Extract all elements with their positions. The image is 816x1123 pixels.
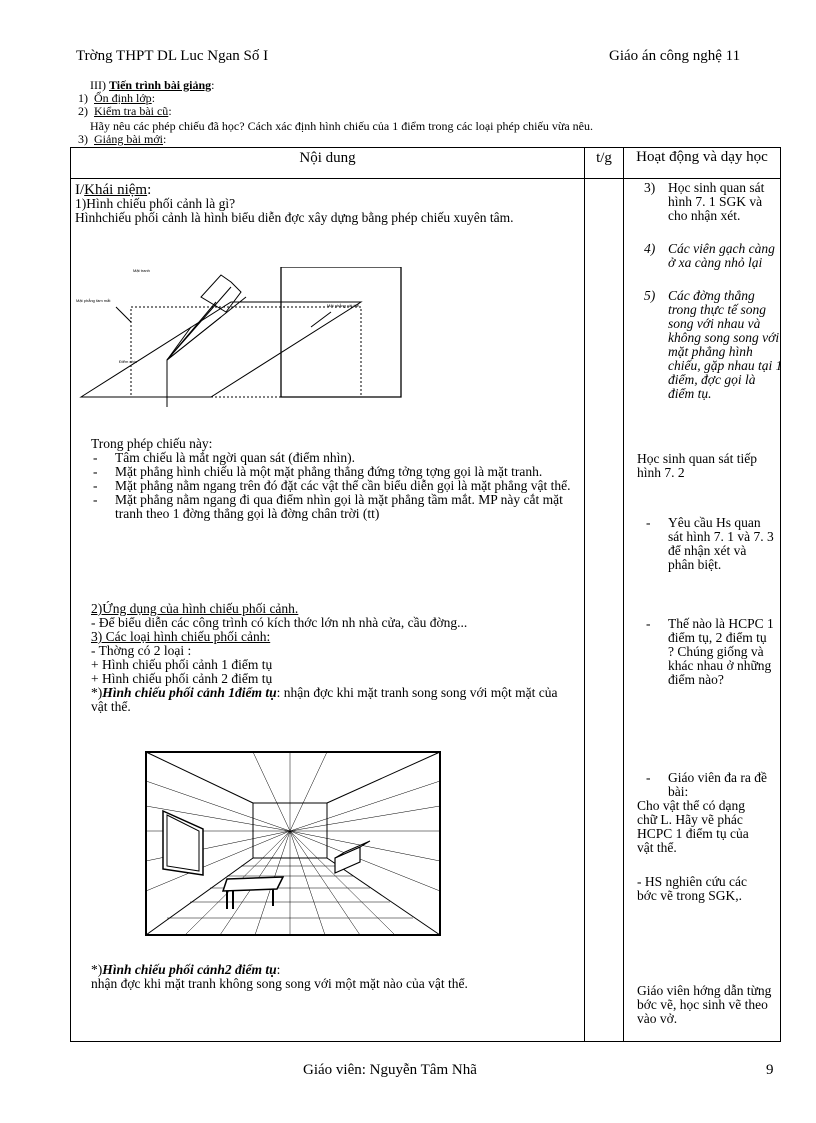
question-2: 2)Ứng dụng của hình chiếu phối cảnh. (91, 601, 299, 616)
room-edge (146, 752, 253, 803)
concept-colon: : (147, 182, 152, 198)
header-time: t/g (585, 148, 624, 179)
list-item: - Yêu cầu Hs quan sát hình 7. 1 và 7. 3 để nhận xét và phân biệt. (644, 516, 774, 572)
paragraph-prefix: *) (91, 685, 103, 700)
activity-observe: Học sinh quan sát tiếp hình 7. 2 (637, 451, 757, 480)
list-item: - Giáo viên đa ra đề bài: (644, 771, 774, 799)
object-shape (201, 275, 241, 312)
two-point-heading (91, 963, 577, 977)
label-picture-plane: Mặt tranh (133, 268, 150, 273)
eye-plane (131, 307, 361, 397)
projection-ray (167, 287, 231, 360)
activity-text: Học sinh quan sát hình 7. 1 SGK và cho nhận xét. (668, 180, 765, 223)
activity-question-c (644, 771, 774, 799)
one-point-perspective-figure (145, 751, 441, 936)
projection-properties (91, 437, 577, 521)
item-number: 5) (644, 288, 656, 303)
label-viewpoint: Điểm nhìn (119, 359, 138, 364)
lesson-table (70, 147, 781, 1042)
applications-text: - Để biểu diễn các công trình có kích thớc lớn nh nhà cửa, cầu đờng... (91, 615, 468, 630)
applications-section (91, 602, 571, 714)
item-number: 2) (78, 104, 88, 118)
section-number: III) (90, 78, 106, 92)
activity-text: Các viên gạch càng ở xa càng nhỏ lại (668, 241, 775, 270)
list-item: - Tâm chiếu là mắt ngời quan sát (điểm nhìn). (91, 451, 577, 465)
item-colon: : (151, 91, 156, 105)
label-pointer (116, 307, 131, 322)
activity-item-5 (644, 289, 784, 401)
activity-question-a (644, 516, 774, 572)
central-projection-figure (71, 267, 591, 437)
intro-item-2 (78, 105, 172, 118)
header-content: Nội dung (71, 148, 585, 179)
window (163, 811, 203, 875)
label-object-plane: Mặt phẳng vật thể (327, 303, 360, 308)
activity-text: Các đờng thẳng trong thực tế song song với nhau và không song song với mặt phẳng hình chiếu, gặp nhau tại 1 điểm, đợc gọi là điểm tụ. (668, 288, 783, 401)
one-point-title: Hình chiếu phối cảnh 1điểm tụ (102, 685, 277, 700)
item-colon: : (163, 132, 167, 146)
paragraph-prefix: *) (91, 962, 103, 977)
properties-intro: Trong phép chiếu này: (91, 436, 213, 451)
question-3: 3) Các loại hình chiếu phối cảnh: (91, 629, 271, 644)
item-label: Ổn định lớp (94, 91, 152, 105)
item-colon: : (168, 104, 172, 118)
properties-list (91, 451, 577, 521)
section-colon: : (211, 78, 215, 92)
label-pointer (311, 312, 331, 327)
section-title: Tiến trình bài giảng (108, 78, 212, 92)
question-1: 1)Hình chiếu phối cảnh là gì? (75, 196, 236, 211)
type-line: - Thờng có 2 loại : (91, 643, 192, 658)
school-name: Trờng THPT DL Luc Ngan Số I (76, 48, 269, 64)
intro-item-3 (78, 133, 166, 146)
header-activity: Hoạt động và dạy học (624, 148, 781, 179)
teacher-name: Giáo viên: Nguyễn Tâm Nhã (303, 1062, 477, 1078)
activity-guide: Giáo viên hớng dẫn từng bớc vẽ, học sinh vẽ theo vào vở. (637, 983, 772, 1026)
activity-task-2: - HS nghiên cứu các bớc vẽ trong SGK,. (637, 874, 748, 903)
table-top (223, 877, 283, 891)
item-number: 1) (78, 91, 88, 105)
concept-prefix: I/ (75, 182, 85, 198)
review-question: Hãy nêu các phép chiếu đã học? Cách xác định hình chiếu của 1 điểm trong các loại phép chiếu vừa nêu. (90, 119, 593, 133)
activity-cell (624, 179, 781, 1042)
activity-question-b (644, 617, 774, 687)
item-number: 4) (644, 241, 656, 256)
label-eye-plane: Mặt phẳng tầm mắt (76, 298, 111, 303)
concept-title: Khái niệm (84, 182, 148, 198)
page-number: 9 (766, 1062, 774, 1078)
activity-task: Cho vật thể có dạng chữ L. Hãy vẽ phác HCPC 1 điểm tụ của vật thể. (637, 798, 749, 855)
item-label: Kiểm tra bài cũ (94, 104, 169, 118)
picture-plane (281, 267, 401, 397)
list-item: - Thế nào là HCPC 1 điểm tụ, 2 điểm tụ ? Chúng giống và khác nhau ở những điểm nào? (644, 617, 774, 687)
document-title: Giáo án công nghệ 11 (609, 48, 741, 64)
projection-ray (167, 317, 221, 360)
one-point-text: : nhận đợc khi mặt tranh song song với một mặt của vật thể. (91, 685, 558, 714)
list-item: - Mặt phẳng hình chiếu là một mặt phẳng thẳng đứng tởng tợng gọi là mặt tranh. (91, 465, 577, 479)
activity-item-4 (644, 242, 784, 270)
list-item: - Mặt phẳng nằm ngang trên đó đặt các vật thể cần biểu diễn gọi là mặt phẳng vật thể. (91, 479, 577, 493)
list-item: - Mặt phẳng nằm ngang đi qua điểm nhìn gọi là mặt phẳng tầm mắt. MP này cắt mặt tranh theo 1 đờng thẳng gọi là đờng chân trời (tt) (91, 493, 577, 521)
table-body-row (71, 179, 781, 1042)
item-number: 3) (78, 132, 88, 146)
type-line: + Hình chiếu phối cảnh 1 điểm tụ (91, 657, 273, 672)
content-cell (71, 179, 585, 1042)
two-point-section (91, 963, 577, 991)
concept-heading (75, 183, 580, 197)
room-edge (327, 752, 440, 803)
activity-item-3 (644, 181, 784, 223)
two-point-title: Hình chiếu phối cảnh2 điểm tụ (102, 962, 277, 977)
two-point-colon: : (276, 962, 281, 977)
item-label: Giảng bài mới (94, 132, 163, 146)
one-point-paragraph (91, 686, 571, 714)
item-number: 3) (644, 180, 656, 195)
ground-plane (81, 302, 361, 397)
definition: Hìnhchiếu phối cảnh là hình biểu diễn đợc xây dựng bằng phép chiếu xuyên tâm. (75, 210, 514, 225)
two-point-text: nhận đợc khi mặt tranh không song song với một mặt nào của vật thể. (91, 976, 468, 991)
type-line: + Hình chiếu phối cảnh 2 điểm tụ (91, 671, 273, 686)
table-header-row (71, 148, 781, 179)
